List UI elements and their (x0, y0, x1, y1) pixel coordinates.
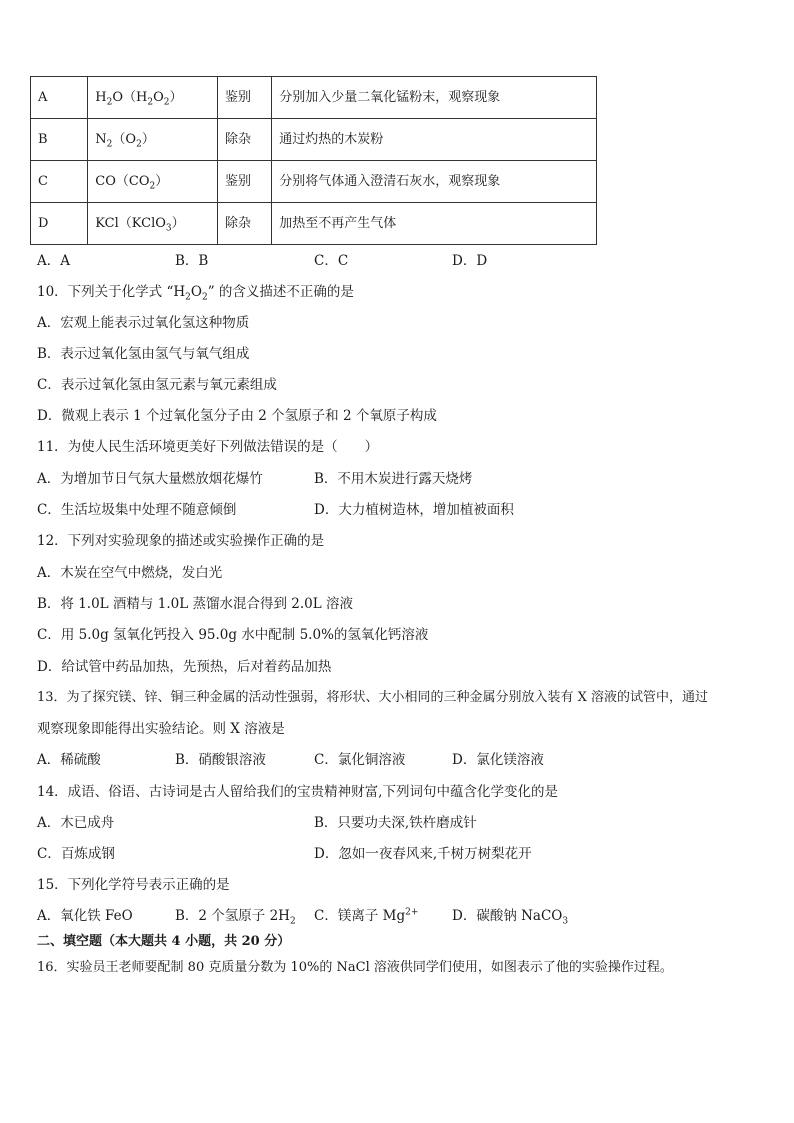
q13-option-c: C．氯化铜溶液 (314, 752, 406, 768)
q10-stem: 10．下列关于化学式 “$H_2O_2$” 的含义描述不正确的是 (37, 284, 354, 303)
table-row (31, 119, 597, 161)
q9-option-d: D．D (452, 253, 488, 269)
q9-option-c: C．C (314, 253, 349, 269)
row-substance: $N_2(O_2)$ (88, 119, 218, 161)
q12-option-c: C．用 5.0g 氢氧化钙投入 95.0g 水中配制 5.0%的氢氧化钙溶液 (37, 627, 429, 643)
q10-option-b: B．表示过氧化氢由氢气与氧气组成 (37, 346, 250, 362)
q13-option-b: B．硝酸银溶液 (175, 752, 266, 768)
row-letter: A (31, 77, 88, 119)
q14-option-a: A．木已成舟 (37, 815, 115, 831)
q13-option-a: A．稀硫酸 (37, 752, 101, 768)
q12-option-d: D．给试管中药品加热，先预热，后对着药品加热 (37, 659, 332, 675)
options-table (30, 76, 597, 245)
q10-option-a: A．宏观上能表示过氧化氢这种物质 (37, 315, 250, 331)
row-method: 除杂 (217, 119, 271, 161)
q10-option-d: D．微观上表示 1 个过氧化氢分子由 2 个氢原子和 2 个氧原子构成 (37, 408, 437, 424)
q13-option-d: D．氯化镁溶液 (452, 752, 544, 768)
q11-option-b: B．不用木炭进行露天烧烤 (314, 471, 473, 487)
row-substance: $CO(CO_2)$ (88, 161, 218, 203)
q9-option-a: A．A (37, 253, 70, 269)
q14-option-b: B．只要功夫深,铁杵磨成针 (314, 815, 477, 831)
q15-option-d: D．碳酸钠 NaCO$_3$ (452, 908, 569, 927)
row-substance: $H_2O(H_2O_2)$ (88, 77, 218, 119)
row-method: 鉴别 (217, 77, 271, 119)
table-row (31, 161, 597, 203)
row-method: 除杂 (217, 203, 271, 245)
row-method: 鉴别 (217, 161, 271, 203)
q12-stem: 12．下列对实验现象的描述或实验操作正确的是 (37, 533, 325, 549)
row-letter: D (31, 203, 88, 245)
q14-option-c: C．百炼成钢 (37, 846, 115, 862)
row-operation: 通过灼热的木炭粉 (272, 119, 597, 161)
section-heading: 二、填空题（本大题共 4 小题，共 20 分） (37, 934, 291, 949)
q11-option-a: A．为增加节日气氛大量燃放烟花爆竹 (37, 471, 263, 487)
q16-stem: 16．实验员王老师要配制 80 克质量分数为 10%的 NaCl 溶液供同学们使用，如图表示了他的实验操作过程。 (37, 960, 673, 975)
row-letter: C (31, 161, 88, 203)
q14-stem: 14．成语、俗语、古诗词是古人留给我们的宝贵精神财富,下列词句中蕴含化学变化的是 (37, 784, 558, 800)
table-row (31, 203, 597, 245)
q10-option-c: C．表示过氧化氢由氢元素与氧元素组成 (37, 377, 277, 393)
q15-option-b: B．2 个氢原子 $2H_2$ (175, 908, 296, 927)
q9-option-b: B．B (175, 253, 209, 269)
q14-option-d: D．忽如一夜春风来,千树万树梨花开 (314, 846, 532, 862)
q15-option-a: A．氧化铁 FeO (37, 908, 133, 924)
q11-stem: 11．为使人民生活环境更美好下列做法错误的是（ ） (37, 439, 379, 455)
q13-stem-line2: 观察现象即能得出实验结论。则 X 溶液是 (37, 721, 285, 737)
row-operation: 分别加入少量二氧化锰粉末，观察现象 (272, 77, 597, 119)
row-operation: 加热至不再产生气体 (272, 203, 597, 245)
row-letter: B (31, 119, 88, 161)
q12-option-b: B．将 1.0L 酒精与 1.0L 蒸馏水混合得到 2.0L 溶液 (37, 596, 353, 612)
q15-stem: 15．下列化学符号表示正确的是 (37, 877, 230, 893)
q11-option-c: C．生活垃圾集中处理不随意倾倒 (37, 502, 237, 518)
row-substance: KCl（KClO$_3$） (88, 203, 218, 245)
row-operation: 分别将气体通入澄清石灰水，观察现象 (272, 161, 597, 203)
table-row (31, 77, 597, 119)
q12-option-a: A．木炭在空气中燃烧，发白光 (37, 565, 223, 581)
q15-option-c: C．镁离子 $Mg^{2+}$ (314, 907, 419, 924)
q11-option-d: D．大力植树造林，增加植被面积 (314, 502, 514, 518)
q13-stem-line1: 13．为了探究镁、锌、铜三种金属的活动性强弱，将形状、大小相同的三种金属分别放入装有 X 溶液的试管中，通过 (37, 690, 709, 705)
